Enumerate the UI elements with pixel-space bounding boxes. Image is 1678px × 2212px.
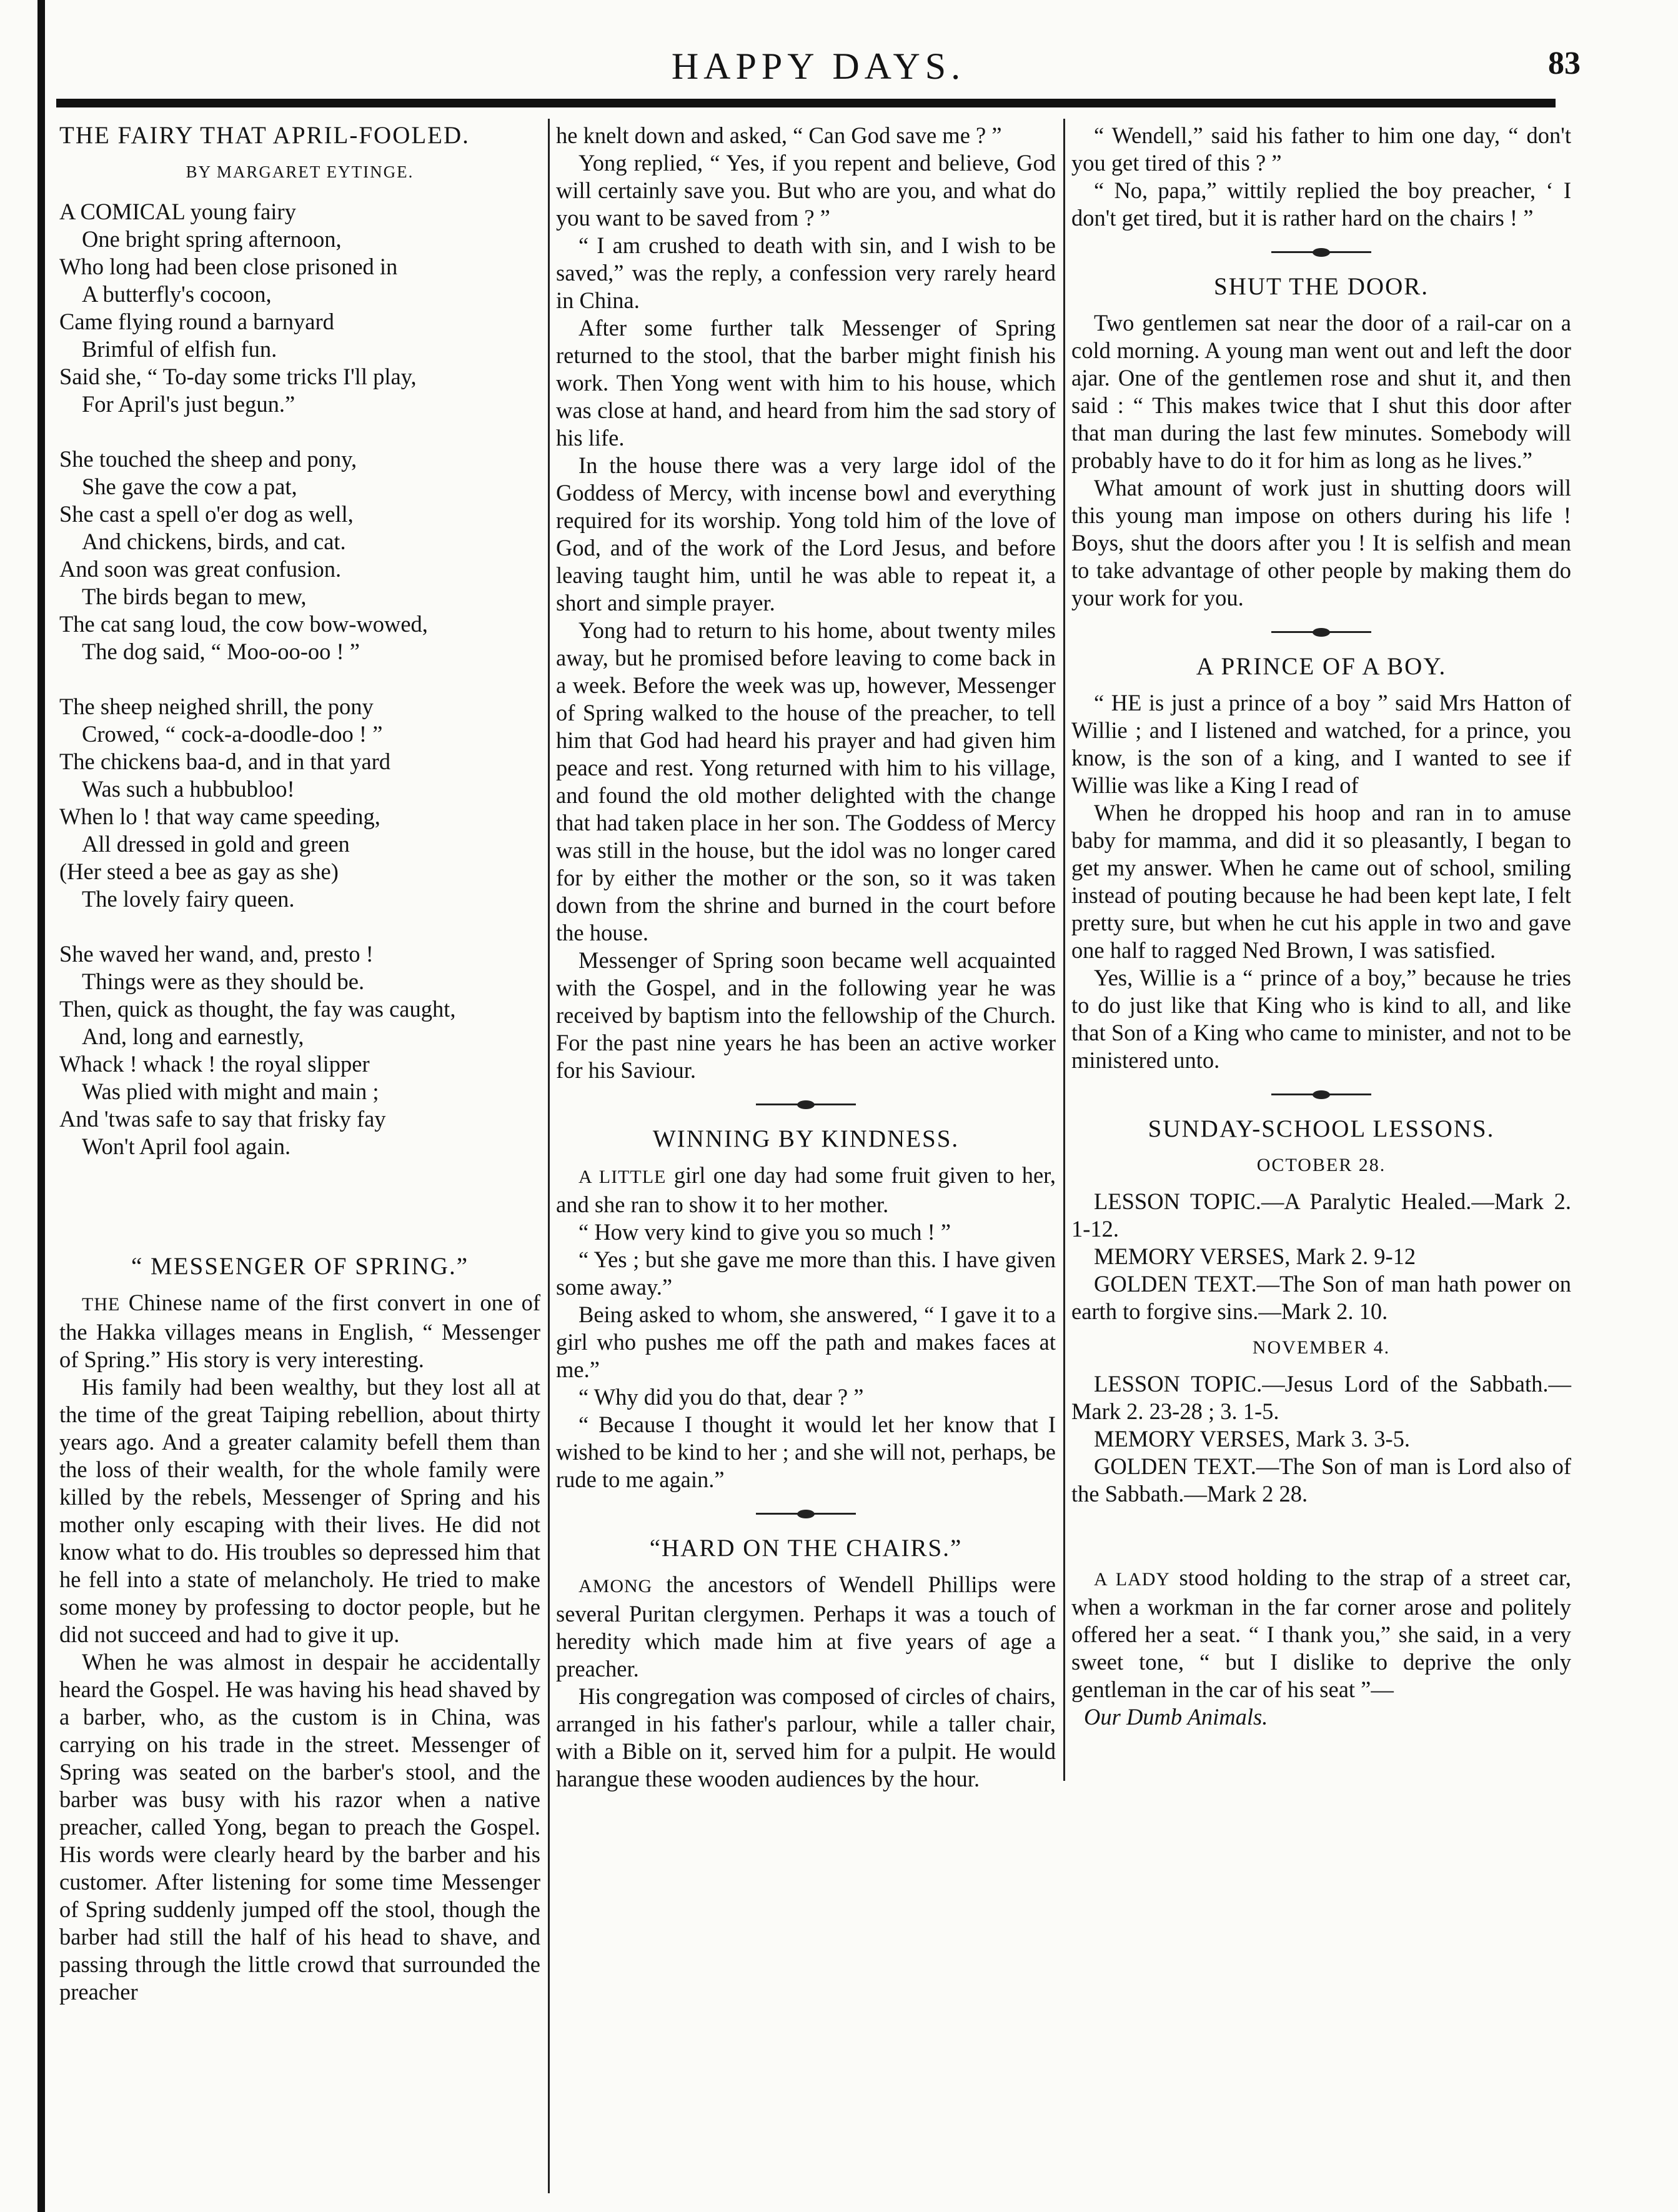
poem-line: All dressed in gold and green — [82, 831, 350, 857]
lead-word: THE — [82, 1294, 121, 1315]
section-divider — [1271, 623, 1371, 642]
lesson-topic: LESSON TOPIC.—A Paralytic Healed.—Mark 2. 1-12. — [1071, 1188, 1571, 1242]
lesson-memory-verses: MEMORY VERSES, Mark 3. 3-5. — [1094, 1426, 1410, 1452]
messenger-paragraph: After some further talk Messenger of Spring returned to the stool, that the barber might finish his work. Then Yong went with him to his house, which was close at hand, and heard from him the sad story of his life. — [556, 315, 1056, 451]
lady-paragraph: A LADY stood holding to the strap of a street car, when a workman in the far corner arose and politely offered her a seat. “ I thank you,” she said, in a very sweet tone, “ but I dislike to deprive the only gentleman in the car of his seat ”— — [1071, 1565, 1571, 1702]
page-number: 83 — [1548, 46, 1581, 81]
source-credit: Our Dumb Animals. — [1084, 1704, 1268, 1730]
poem-line: And 'twas safe to say that frisky fay — [59, 1106, 386, 1132]
kindness-paragraph: “ Yes ; but she gave me more than this. I have given some away.” — [556, 1247, 1056, 1300]
messenger-title: “ MESSENGER OF SPRING.” — [131, 1253, 469, 1280]
lesson-golden-text: GOLDEN TEXT.—The Son of man hath power on earth to forgive sins.—Mark 2. 10. — [1071, 1271, 1571, 1324]
column-2 — [556, 122, 1056, 2203]
lead-word: AMONG — [578, 1576, 653, 1597]
messenger-paragraph: When he was almost in despair he accidentally heard the Gospel. He was having his head shaved by a barber, who, as the custom is in China, was carrying on his trade in the street. Messenger of Spring was seated on the barber's stool, and the barber was busy with his razor when a native preacher, called Yong, began to preach the Gospel. His words were clearly heard by the barber and his customer. After listening for some time Messenger of Spring suddenly jumped off the stool, though the barber had still the half of his head to shave, and passing through the little crowd that surrounded the preacher — [59, 1649, 540, 2005]
door-paragraph: Two gentlemen sat near the door of a rail-car on a cold morning. A young man went out and left the door ajar. One of the gentlemen rose and shut it, and then said : “ This makes twice that I shut this door after that man during the last few minutes. Somebody will probably have to do it for him as long as he lives.” — [1071, 310, 1571, 473]
poem-line: She gave the cow a pat, — [82, 474, 297, 499]
header-rule — [56, 99, 1556, 107]
poem-line: When lo ! that way came speeding, — [59, 804, 380, 829]
lesson-date: NOVEMBER 4. — [1252, 1337, 1391, 1358]
chairs-paragraph: “ Wendell,” said his father to him one day, “ don't you get tired of this ? ” — [1071, 122, 1571, 176]
poem-line: Came flying round a barnyard — [59, 309, 334, 334]
lesson-golden-text: GOLDEN TEXT.—The Son of man is Lord also of the Sabbath.—Mark 2 28. — [1071, 1453, 1571, 1507]
prince-paragraph: Yes, Willie is a “ prince of a boy,” because he tries to do just like that King who is kind to all, and like that Son of a King who came to minister, and not to be ministered unto. — [1071, 965, 1571, 1073]
poem-line: Whack ! whack ! the royal slipper — [59, 1051, 370, 1077]
masthead-title: HAPPY DAYS. — [671, 46, 966, 87]
prince-title: A PRINCE OF A BOY. — [1196, 653, 1447, 680]
poem-line: The dog said, “ Moo-oo-oo ! ” — [82, 639, 360, 664]
poem-line: A COMICAL young fairy — [59, 199, 296, 224]
chairs-paragraph: His congregation was composed of circles of chairs, arranged in his father's parlour, while a taller chair, with a Bible on it, served him for a pulpit. He would harangue these wooden audiences by the hour. — [556, 1683, 1056, 1791]
poem-line: For April's just begun.” — [82, 391, 295, 417]
poem-line: She waved her wand, and, presto ! — [59, 941, 374, 967]
lead-word: A LITTLE — [578, 1167, 667, 1187]
poem-line: And chickens, birds, and cat. — [82, 529, 346, 554]
poem-line: The cat sang loud, the cow bow-wowed, — [59, 611, 428, 637]
lessons-title: SUNDAY-SCHOOL LESSONS. — [1148, 1115, 1495, 1142]
poem-line: Was such a hubbubloo! — [82, 776, 295, 802]
poem-line: One bright spring afternoon, — [82, 226, 342, 252]
poem-line: And, long and earnestly, — [82, 1024, 304, 1049]
messenger-paragraph: Yong replied, “ Yes, if you repent and believe, God will certainly save you. But who are you, and what do you want to be saved from ? ” — [556, 150, 1056, 231]
chairs-paragraph: AMONG the ancestors of Wendell Phillips were several Puritan clergymen. Perhaps it was a touch of heredity which made him at five years of age a preacher. — [556, 1572, 1056, 1681]
poem-stanza — [59, 198, 540, 418]
poem-line: The birds began to mew, — [82, 584, 307, 609]
prince-paragraph: When he dropped his hoop and ran in to amuse baby for mamma, and did it so pleasantly, I began to get my answer. When he came out of school, smiling instead of pouting because he had been kept late, I felt pretty sure, but when he cut his apple in two and gave one half to ragged Ned Brown, I was satisfied. — [1071, 800, 1571, 963]
poem-line: Said she, “ To-day some tricks I'll play, — [59, 364, 417, 389]
lesson-date: OCTOBER 28. — [1256, 1155, 1386, 1175]
section-divider — [1271, 243, 1371, 262]
page-header — [56, 37, 1581, 94]
lesson-memory-verses: MEMORY VERSES, Mark 2. 9-12 — [1094, 1243, 1416, 1269]
column-rule-2 — [1063, 119, 1065, 1781]
poem-stanza — [59, 940, 540, 1160]
kindness-paragraph: “ Because I thought it would let her know that I wished to be kind to her ; and she will not, perhaps, be rude to me again.” — [556, 1412, 1056, 1492]
poem-line: And soon was great confusion. — [59, 556, 342, 582]
messenger-paragraph: Yong had to return to his home, about twenty miles away, but he promised before leaving to come back in a week. Before the week was up, however, Messenger of Spring walked to the house of the preacher, to tell him that God had heard his prayer and had given him peace and rest. Yong returned with him to his village, and found the old mother delighted with the change that had taken place in her son. The Goddess of Mercy was still in the house, but the idol was no longer cared for by either the mother or the son, so it was taken down from the shrine and burned in the court before the house. — [556, 617, 1056, 945]
lesson-topic: LESSON TOPIC.—Jesus Lord of the Sabbath.—Mark 2. 23-28 ; 3. 1-5. — [1071, 1371, 1571, 1424]
poem-line: A butterfly's cocoon, — [82, 281, 272, 307]
poem-line: She touched the sheep and pony, — [59, 446, 357, 472]
messenger-paragraph: Messenger of Spring soon became well acquainted with the Gospel, and in the following year he was received by baptism into the fellowship of the Church. For the past nine years he has been an active worker for his Saviour. — [556, 947, 1056, 1083]
poem-line: Then, quick as thought, the fay was caught, — [59, 996, 456, 1022]
poem-title: THE FAIRY THAT APRIL-FOOLED. — [59, 122, 470, 149]
column-3 — [1071, 122, 1571, 1809]
chairs-paragraph: “ No, papa,” wittily replied the boy preacher, ‘ I don't get tired, but it is rather hard on the chairs ! ” — [1071, 177, 1571, 231]
poem-line: Won't April fool again. — [82, 1133, 291, 1159]
poem-line: Brimful of elfish fun. — [82, 336, 277, 362]
poem-line: (Her steed a bee as gay as she) — [59, 859, 339, 884]
messenger-paragraph: In the house there was a very large idol of the Goddess of Mercy, with incense bowl and everything required for its worship. Yong told him of the love of God, and of the work of the Lord Jesus, and before leaving taught him, until he was able to repeat it, a short and simple prayer. — [556, 452, 1056, 615]
messenger-paragraph: “ I am crushed to death with sin, and I wish to be saved,” was the reply, a confession very rarely heard in China. — [556, 232, 1056, 313]
kindness-paragraph: Being asked to whom, she answered, “ I gave it to a girl who pushes me off the path and makes faces at me.” — [556, 1302, 1056, 1382]
left-margin-rule — [37, 0, 45, 2212]
section-divider — [756, 1095, 856, 1114]
poem-line: The lovely fairy queen. — [82, 886, 295, 912]
poem-body — [59, 198, 540, 1160]
column-rule-1 — [548, 119, 550, 2193]
poem-line: Who long had been close prisoned in — [59, 254, 398, 279]
door-title: SHUT THE DOOR. — [1214, 273, 1429, 300]
kindness-paragraph: “ How very kind to give you so much ! ” — [578, 1219, 951, 1245]
kindness-paragraph: A LITTLE girl one day had some fruit given to her, and she ran to show it to her mother. — [556, 1162, 1056, 1217]
chairs-title: “HARD ON THE CHAIRS.” — [649, 1535, 963, 1562]
poem-line: Crowed, “ cock-a-doodle-doo ! ” — [82, 721, 383, 747]
poem-line: Things were as they should be. — [82, 969, 365, 994]
messenger-paragraph: His family had been wealthy, but they lost all at the time of the great Taiping rebellion, about thirty years ago. And a greater calamity befell them than the loss of their wealth, for the whole family were killed by the rebels, Messenger of Spring and his mother only escaping with their lives. He did not know what to do. His troubles so depressed him that he fell into a state of melancholy. He tried to make some money by professing to doctor people, but he did not succeed and had to give it up. — [59, 1374, 540, 1647]
poem-stanza — [59, 693, 540, 913]
messenger-paragraph: THE Chinese name of the first convert in one of the Hakka villages means in English, “ Messenger of Spring.” His story is very interesting. — [59, 1290, 540, 1372]
lead-word: A LADY — [1094, 1569, 1171, 1590]
kindness-paragraph: “ Why did you do that, dear ? ” — [578, 1384, 864, 1410]
kindness-title: WINNING BY KINDNESS. — [652, 1125, 960, 1152]
section-divider — [756, 1505, 856, 1523]
prince-paragraph: “ HE is just a prince of a boy ” said Mrs Hatton of Willie ; and I listened and watched, for a prince, you know, is the son of a king, and I wanted to see if Willie was like a King I read of — [1071, 690, 1571, 798]
poem-line: The chickens baa-d, and in that yard — [59, 749, 391, 774]
poem-line: Was plied with might and main ; — [82, 1079, 379, 1104]
poem-byline: BY MARGARET EYTINGE. — [186, 162, 414, 181]
poem-stanza — [59, 446, 540, 665]
column-1 — [59, 122, 540, 2203]
messenger-paragraph: he knelt down and asked, “ Can God save me ? ” — [556, 122, 1002, 148]
door-paragraph: What amount of work just in shutting doors will this young man impose on others during his life ! Boys, shut the doors after you ! It is selfish and mean to take advantage of other people by making them do your work for you. — [1071, 475, 1571, 610]
section-divider — [1271, 1085, 1371, 1104]
poem-line: She cast a spell o'er dog as well, — [59, 501, 354, 527]
poem-line: The sheep neighed shrill, the pony — [59, 694, 374, 719]
